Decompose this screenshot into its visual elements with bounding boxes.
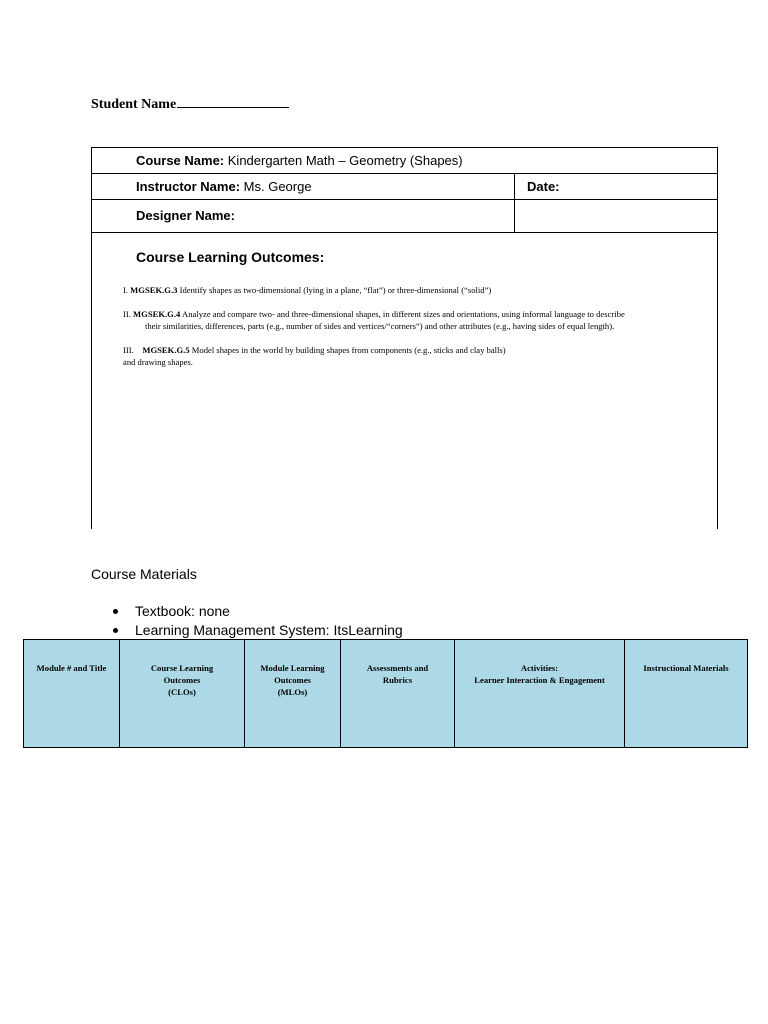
- outcome-numeral: II.: [123, 309, 131, 319]
- header-text: Outcomes: [163, 675, 201, 685]
- header-text: Module Learning: [260, 663, 325, 673]
- header-instructional-materials: [625, 640, 748, 748]
- learning-outcome-item: [123, 344, 713, 368]
- course-materials-heading: Course Materials: [91, 566, 197, 582]
- header-text: Module # and Title: [36, 663, 107, 673]
- student-name-blank-line[interactable]: [177, 93, 289, 108]
- header-text: Assessments and: [366, 663, 429, 673]
- table-border-right: [717, 147, 718, 529]
- row-divider: [91, 173, 718, 174]
- header-course-learning-outcomes: [120, 640, 245, 748]
- header-text: (MLOs): [277, 687, 308, 697]
- student-name-field: [91, 93, 289, 113]
- date-label: Date:: [527, 179, 560, 194]
- outcome-text: Analyze and compare two- and three-dimensional shapes, in different sizes and orientations, using informal language to describe: [182, 309, 625, 319]
- course-name-value: Kindergarten Math – Geometry (Shapes): [227, 153, 463, 168]
- list-item: [113, 602, 403, 621]
- header-assessments-rubrics: [341, 640, 455, 748]
- list-item-text: Learning Management System: ItsLearning: [135, 622, 403, 638]
- outcome-text-continued: their similarities, differences, parts (e.g., number of sides and vertices/“corners”) and other attributes (e.g., having sides of equal length).: [145, 321, 615, 331]
- header-text: (CLOs): [168, 687, 196, 697]
- outcome-code: MGSEK.G.5: [142, 345, 190, 355]
- learning-outcome-item: [123, 284, 713, 296]
- table-header-row: [24, 640, 748, 748]
- table-border-top: [91, 147, 718, 148]
- column-divider: [514, 173, 515, 233]
- row-divider: [91, 199, 718, 200]
- header-text: Rubrics: [382, 675, 413, 685]
- header-text: Learner Interaction & Engagement: [474, 675, 605, 685]
- course-info-table: [91, 147, 718, 529]
- course-name-label: Course Name:: [136, 153, 225, 168]
- outcome-numeral: III.: [123, 345, 134, 355]
- header-module-title: [24, 640, 120, 748]
- instructor-name-row: [136, 179, 312, 194]
- outcome-text-continued: and drawing shapes.: [123, 357, 193, 367]
- outcome-text: Model shapes in the world by building shapes from components (e.g., sticks and clay balls): [191, 345, 506, 355]
- header-text: Instructional Materials: [643, 663, 729, 673]
- header-text: Outcomes: [274, 675, 311, 685]
- course-materials-list: [113, 602, 403, 640]
- bullet-icon: [113, 628, 118, 633]
- list-item: [113, 621, 403, 640]
- outcome-code: MGSEK.G.3: [130, 285, 178, 295]
- row-divider: [91, 232, 718, 233]
- instructor-name-label: Instructor Name:: [136, 179, 241, 194]
- designer-name-label: Designer Name:: [136, 208, 235, 223]
- instructor-name-value: Ms. George: [243, 179, 312, 194]
- header-text: Course Learning: [150, 663, 214, 673]
- learning-outcome-item: [123, 308, 713, 332]
- bullet-icon: [113, 609, 118, 614]
- header-text: Activities:: [520, 663, 559, 673]
- module-table: [23, 639, 748, 748]
- outcome-numeral: I.: [123, 285, 129, 295]
- student-name-label: Student Name: [91, 97, 177, 112]
- designer-name-row: [136, 208, 235, 223]
- header-module-learning-outcomes: [245, 640, 341, 748]
- course-name-row: [136, 153, 463, 168]
- outcome-text: Identify shapes as two-dimensional (lying in a plane, “flat”) or three-dimensional (“solid”): [179, 285, 492, 295]
- header-activities: [455, 640, 625, 748]
- outcome-code: MGSEK.G.4: [133, 309, 181, 319]
- course-learning-outcomes-title: Course Learning Outcomes:: [136, 249, 325, 265]
- table-border-left: [91, 147, 92, 529]
- list-item-text: Textbook: none: [135, 603, 230, 619]
